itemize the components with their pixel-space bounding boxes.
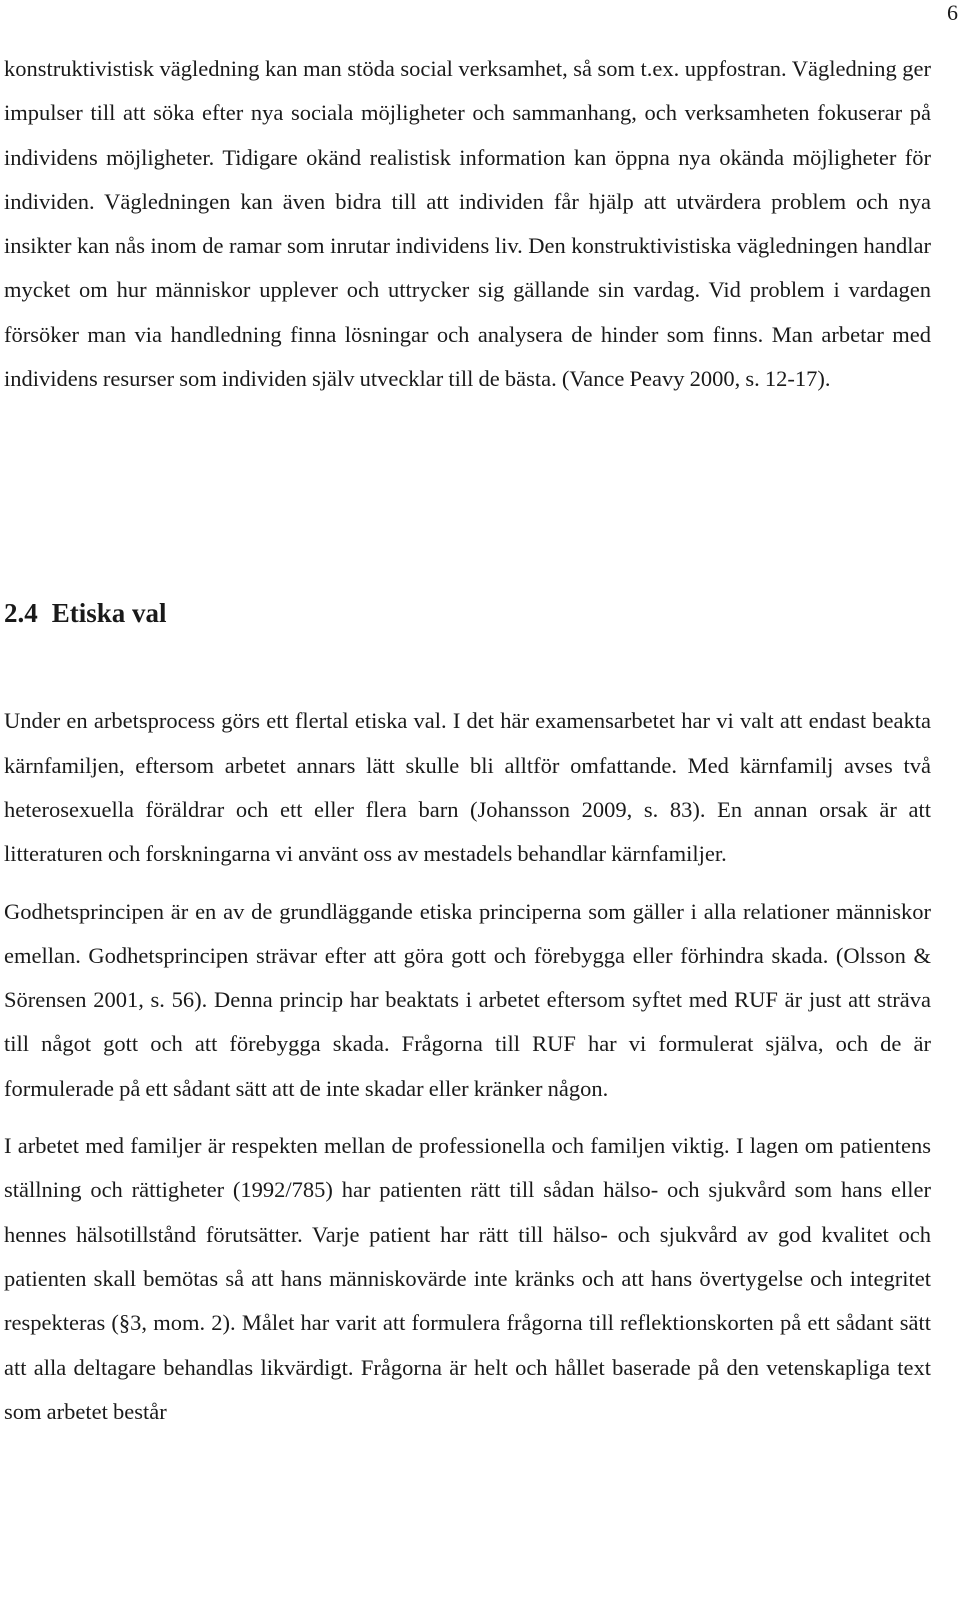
section-number: 2.4 bbox=[4, 598, 38, 629]
page-number: 6 bbox=[947, 0, 958, 25]
document-body bbox=[4, 47, 931, 1434]
section-title: Etiska val bbox=[51, 598, 167, 629]
paragraph-goodness-principle: Godhetsprincipen är en av de grundläggande etiska principerna som gäller i alla relationer människor emellan. Godhetsprincipen strävar efter att göra gott och förebygga eller förhindra skada. (Olsson & Sörensen 2001, s. 56). Denna princip har beaktats i arbetet eftersom syftet med RUF är just att sträva till något gott och att förebygga skada. Frågorna till RUF har vi formulerat själva, och de är formulerade på ett sådant sätt att de inte skadar eller kränker någon. bbox=[4, 898, 931, 1101]
section-heading bbox=[4, 597, 931, 629]
paragraph-ethical-choices: Under en arbetsprocess görs ett flertal etiska val. I det här examensarbetet har vi valt att endast beakta kärnfamiljen, eftersom arbetet annars lätt skulle bli alltför omfattande. Med kärnfamilj avses två heterosexuella föräldrar och ett eller flera barn (Johansson 2009, s. 83). En annan orsak är att litteraturen och forskningarna vi använt oss av mestadels behandlar kärnfamiljer. bbox=[4, 708, 931, 867]
paragraph-constructivist-guidance: konstruktivistisk vägledning kan man stöda social verksamhet, så som t.ex. uppfostran. Vägledning ger impulser till att söka efter nya sociala möjligheter och sammanhang, och verksamheten fokuserar på individens möjligheter. Tidigare okänd realistisk information kan öppna nya okända möjligheter för individen. Vägledningen kan även bidra till att individen får hjälp att utvärdera problem och nya insikter kan nås inom de ramar som inrutar individens liv. Den konstruktivistiska vägledningen handlar mycket om hur människor upplever och uttrycker sig gällande sin vardag. Vid problem i vardagen försöker man via handledning finna lösningar och analysera de hinder som finns. Man arbetar med individens resurser som individen själv utvecklar till de bästa. (Vance Peavy 2000, s. 12-17). bbox=[4, 56, 931, 392]
paragraph-family-respect: I arbetet med familjer är respekten mellan de professionella och familjen viktig. I lagen om patientens ställning och rättigheter (1992/785) har patienten rätt till sådan hälso- och sjukvård som hans eller hennes hälsotillstånd förutsätter. Varje patient har rätt till hälso- och sjukvård av god kvalitet och patienten skall bemötas så att hans människovärde inte kränks och att hans övertygelse och integritet respekteras (§3, mom. 2). Målet har varit att formulera frågorna till reflektionskorten på ett sådant sätt att alla deltagare behandlas likvärdigt. Frågorna är helt och hållet baserade på den vetenskapliga text som arbetet består bbox=[4, 1133, 931, 1424]
